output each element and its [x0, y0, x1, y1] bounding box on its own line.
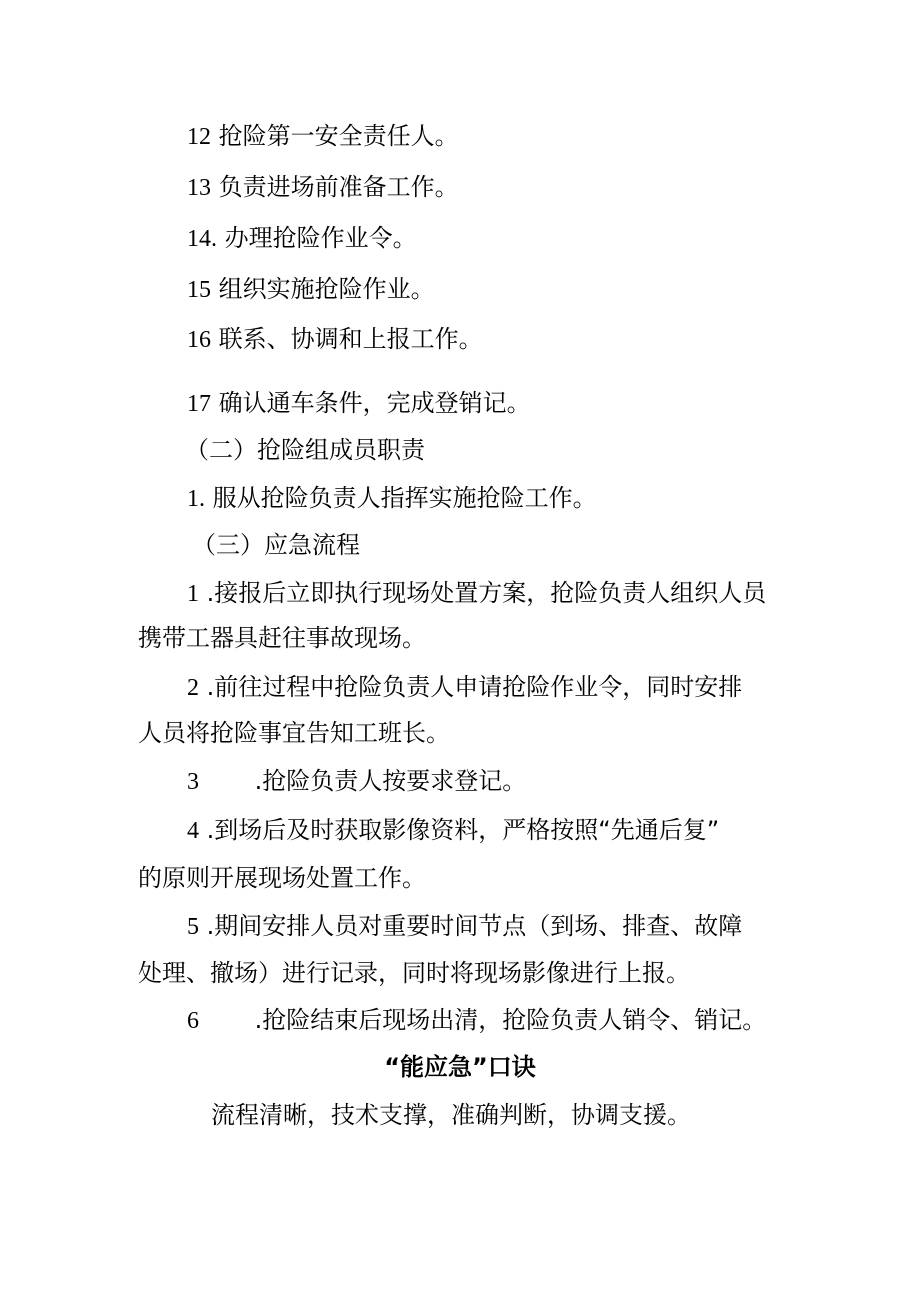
flow-step-5-continued: 处理、撤场）进行记录，同时将现场影像进行上报。 — [138, 959, 690, 987]
step-number: 6 — [187, 1008, 199, 1034]
motto-text: 流程清晰，技术支撑，准确判断，协调支援。 — [211, 1101, 691, 1129]
duty-number: 14. — [187, 226, 217, 252]
section-2-title: （二）抢险组成员职责 — [185, 436, 425, 464]
section-3-title: （三）应急流程 — [192, 531, 360, 559]
duty-item-16 — [187, 323, 483, 356]
duty-number: 13 — [187, 175, 211, 201]
flow-step-2-continued: 人员将抢险事宜告知工班长。 — [138, 719, 450, 747]
flow-step-3 — [187, 765, 526, 798]
duty-number: 12 — [187, 124, 211, 150]
duty-number: 17 — [187, 391, 211, 417]
step-number: 5 — [187, 914, 199, 940]
flow-step-2 — [187, 671, 742, 704]
duty-text: 组织实施抢险作业。 — [218, 275, 435, 303]
duty-number: 16 — [187, 327, 211, 353]
step-text: .抢险结束后现场出清，抢险负责人销令、销记。 — [254, 1006, 767, 1034]
section-2-item-1 — [187, 482, 597, 515]
duty-item-13 — [187, 171, 459, 204]
step-text: .期间安排人员对重要时间节点（到场、排查、故障 — [206, 912, 743, 940]
duty-item-15 — [187, 273, 435, 306]
flow-step-5 — [187, 910, 742, 943]
duty-text: 抢险第一安全责任人。 — [218, 122, 459, 150]
step-number: 1 — [187, 581, 199, 607]
step-text: .抢险负责人按要求登记。 — [254, 767, 527, 795]
flow-step-1-continued: 携带工器具赶往事故现场。 — [138, 624, 426, 652]
step-number: 2 — [187, 675, 199, 701]
item-text: 服从抢险负责人指挥实施抢险工作。 — [212, 484, 597, 512]
duty-number: 15 — [187, 277, 211, 303]
step-text: .前往过程中抢险负责人申请抢险作业令，同时安排 — [206, 673, 743, 701]
step-number: 4 — [187, 818, 199, 844]
duty-text: 负责进场前准备工作。 — [218, 173, 459, 201]
duty-item-14 — [187, 222, 417, 255]
step-number: 3 — [187, 769, 199, 795]
duty-text: 办理抢险作业令。 — [224, 224, 417, 252]
step-text: .到场后及时获取影像资料，严格按照“先通后复” — [206, 816, 720, 844]
motto-title: “能应急”口诀 — [384, 1053, 536, 1081]
duty-text: 确认通车条件，完成登销记。 — [218, 389, 531, 417]
flow-step-1 — [187, 577, 766, 610]
item-number: 1. — [187, 486, 205, 512]
flow-step-4 — [187, 814, 719, 847]
duty-item-12 — [187, 120, 459, 153]
duty-item-17 — [187, 387, 531, 420]
flow-step-6 — [187, 1004, 766, 1037]
flow-step-4-continued: 的原则开展现场处置工作。 — [138, 864, 426, 892]
step-text: .接报后立即执行现场处置方案，抢险负责人组织人员 — [206, 579, 767, 607]
duty-text: 联系、协调和上报工作。 — [218, 325, 483, 353]
